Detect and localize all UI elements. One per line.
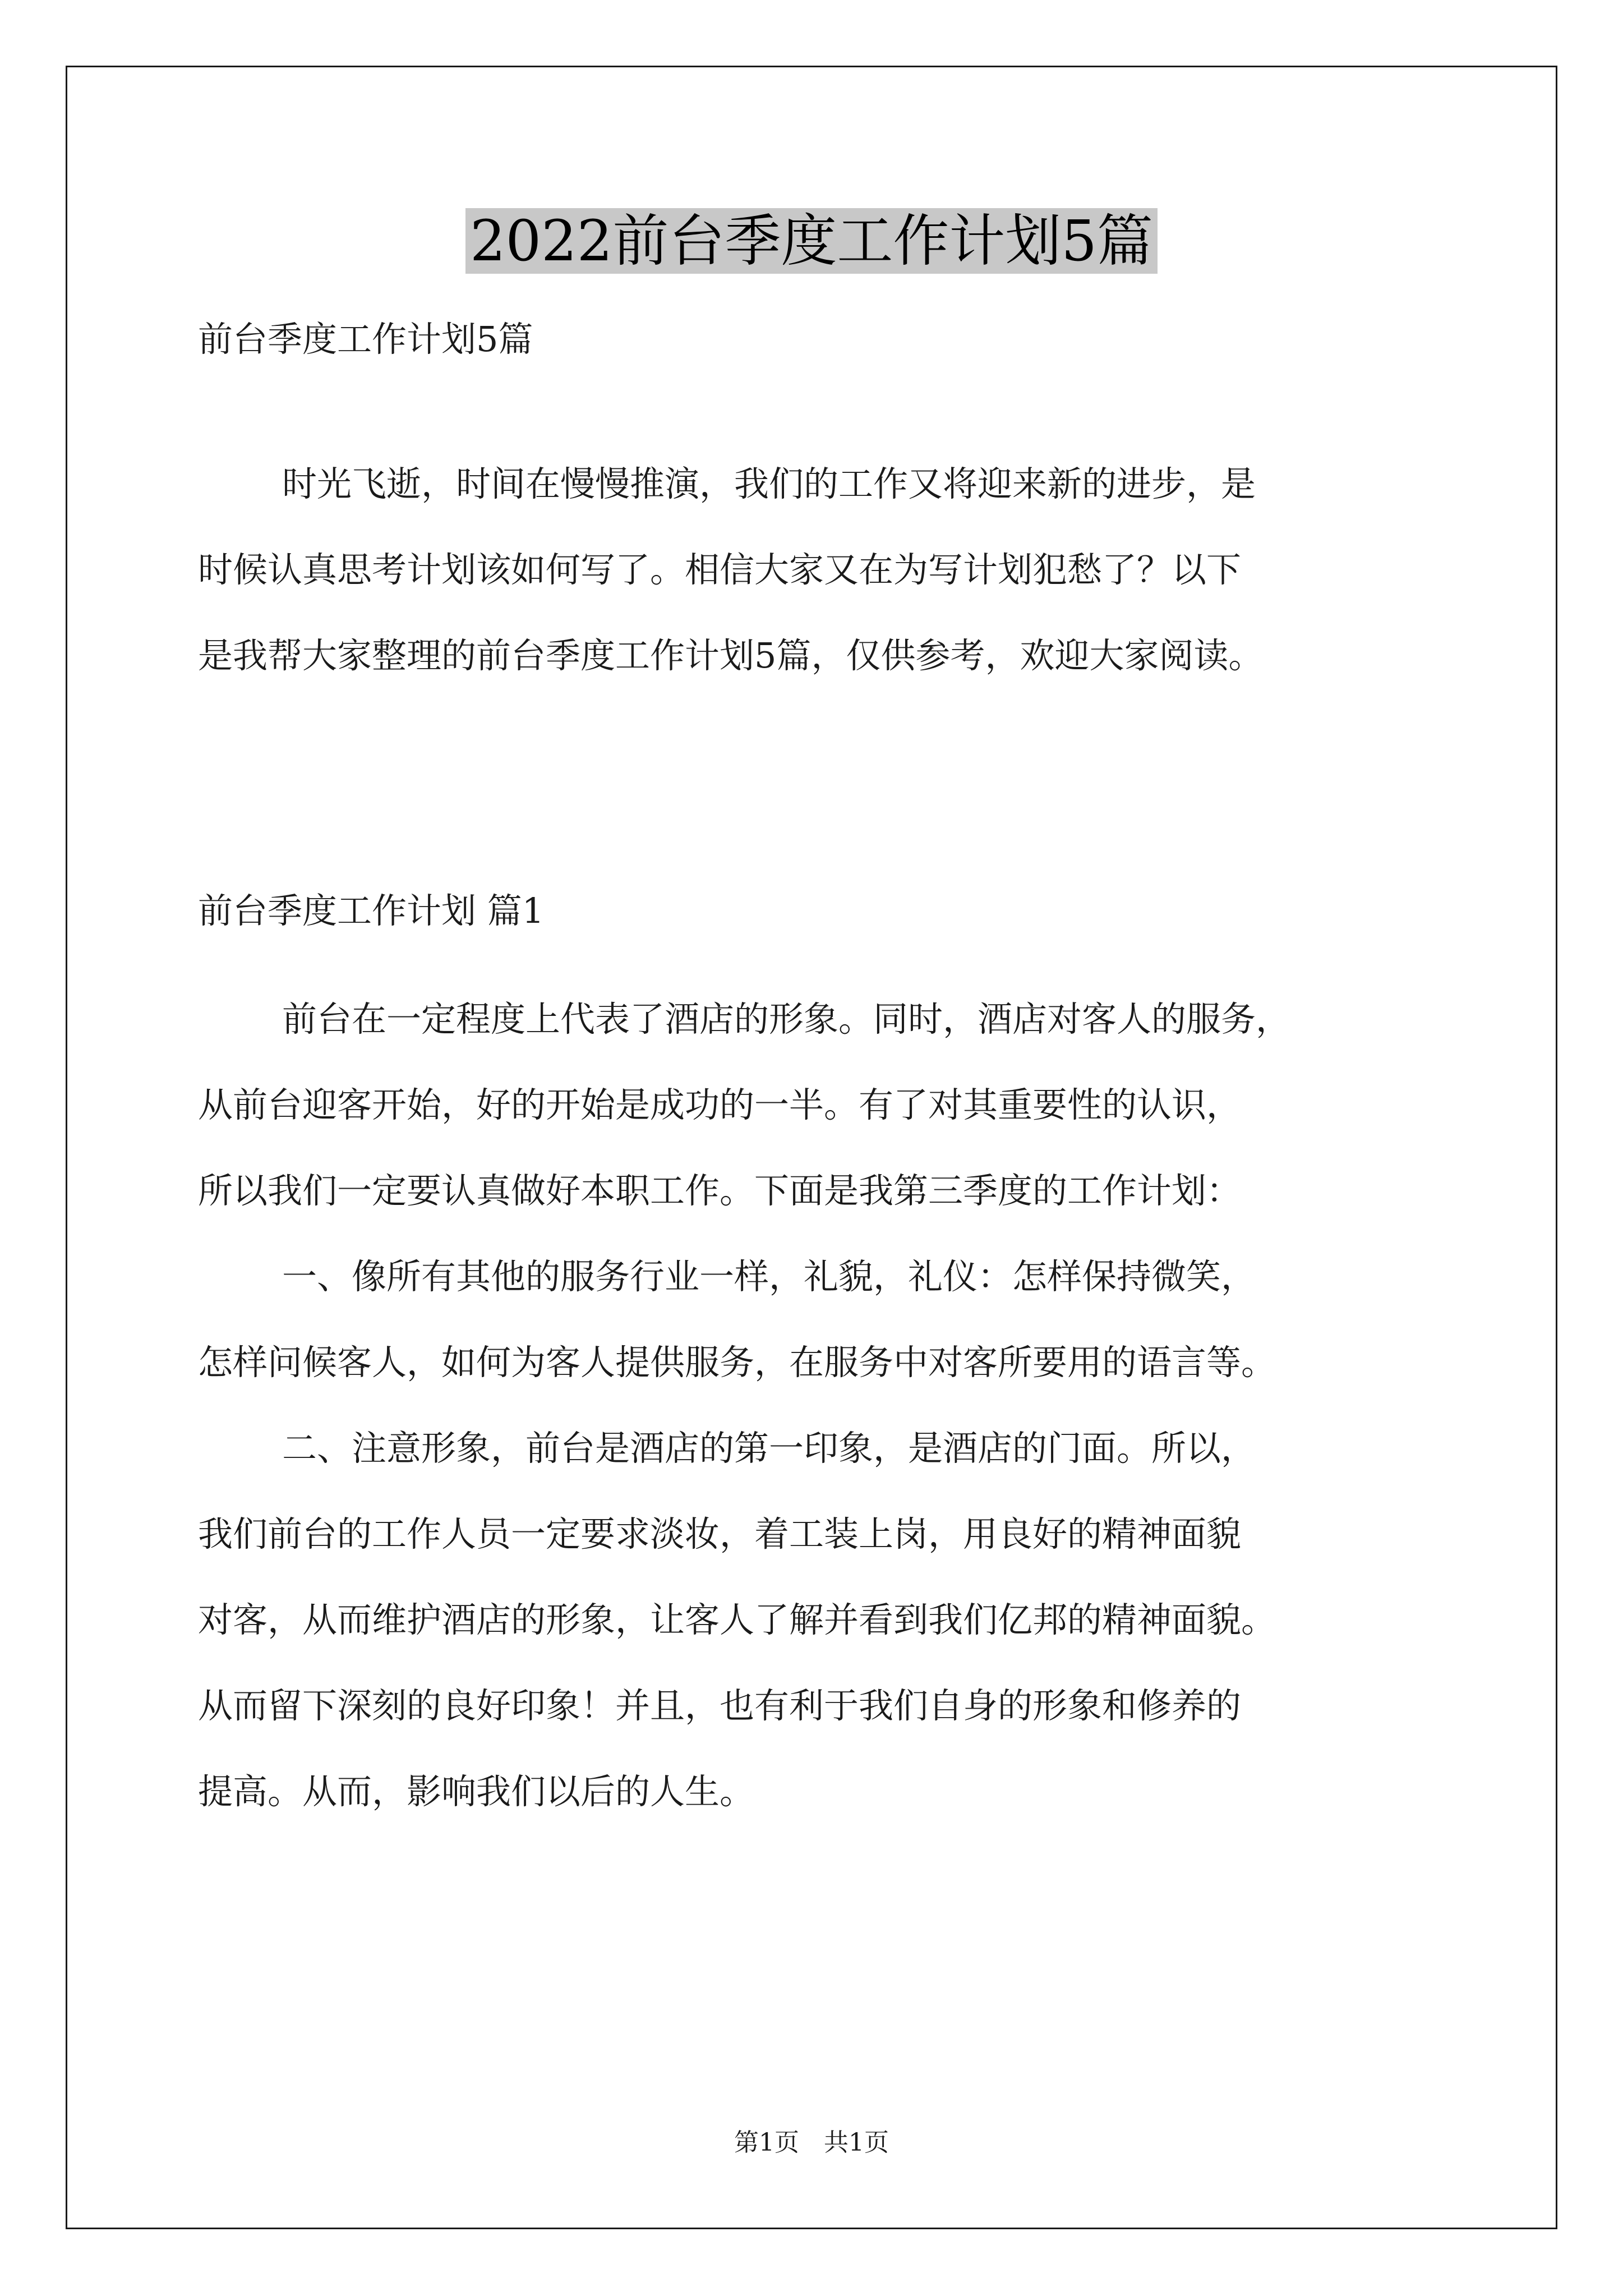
paragraph-line: 一、像所有其他的服务行业一样，礼貌，礼仪：怎样保持微笑， xyxy=(282,1256,1256,1297)
paragraph-line: 怎样问候客人，如何为客人提供服务，在服务中对客所要用的语言等。 xyxy=(198,1342,1276,1383)
paragraph-line: 从而留下深刻的良好印象！并且，也有利于我们自身的形象和修养的 xyxy=(198,1685,1242,1726)
paragraph-line: 二、注意形象，前台是酒店的第一印象，是酒店的门面。所以， xyxy=(282,1428,1256,1469)
subtitle-line: 前台季度工作计划5篇 xyxy=(198,319,533,360)
paragraph-line: 从前台迎客开始，好的开始是成功的一半。有了对其重要性的认识， xyxy=(198,1084,1242,1125)
page-border xyxy=(66,66,1557,2229)
document-title-text: 2022前台季度工作计划5篇 xyxy=(465,208,1158,274)
paragraph-line: 我们前台的工作人员一定要求淡妆，着工装上岗，用良好的精神面貌 xyxy=(198,1513,1242,1554)
paragraph-line: 对客，从而维护酒店的形象，让客人了解并看到我们亿邦的精神面貌。 xyxy=(198,1599,1276,1640)
paragraph-line: 时候认真思考计划该如何写了。相信大家又在为写计划犯愁了？以下 xyxy=(198,549,1242,590)
page-footer: 第1页 共1页 xyxy=(734,2128,889,2157)
document-title xyxy=(0,199,1623,283)
paragraph-line: 前台在一定程度上代表了酒店的形象。同时，酒店对客人的服务， xyxy=(282,999,1291,1039)
paragraph-line: 提高。从而，影响我们以后的人生。 xyxy=(198,1771,755,1812)
paragraph-line: 所以我们一定要认真做好本职工作。下面是我第三季度的工作计划： xyxy=(198,1170,1242,1211)
paragraph-line: 时光飞逝，时间在慢慢推演，我们的工作又将迎来新的进步，是 xyxy=(282,463,1256,504)
section-heading: 前台季度工作计划 篇1 xyxy=(198,890,545,931)
paragraph-line: 是我帮大家整理的前台季度工作计划5篇，仅供参考，欢迎大家阅读。 xyxy=(198,635,1264,676)
